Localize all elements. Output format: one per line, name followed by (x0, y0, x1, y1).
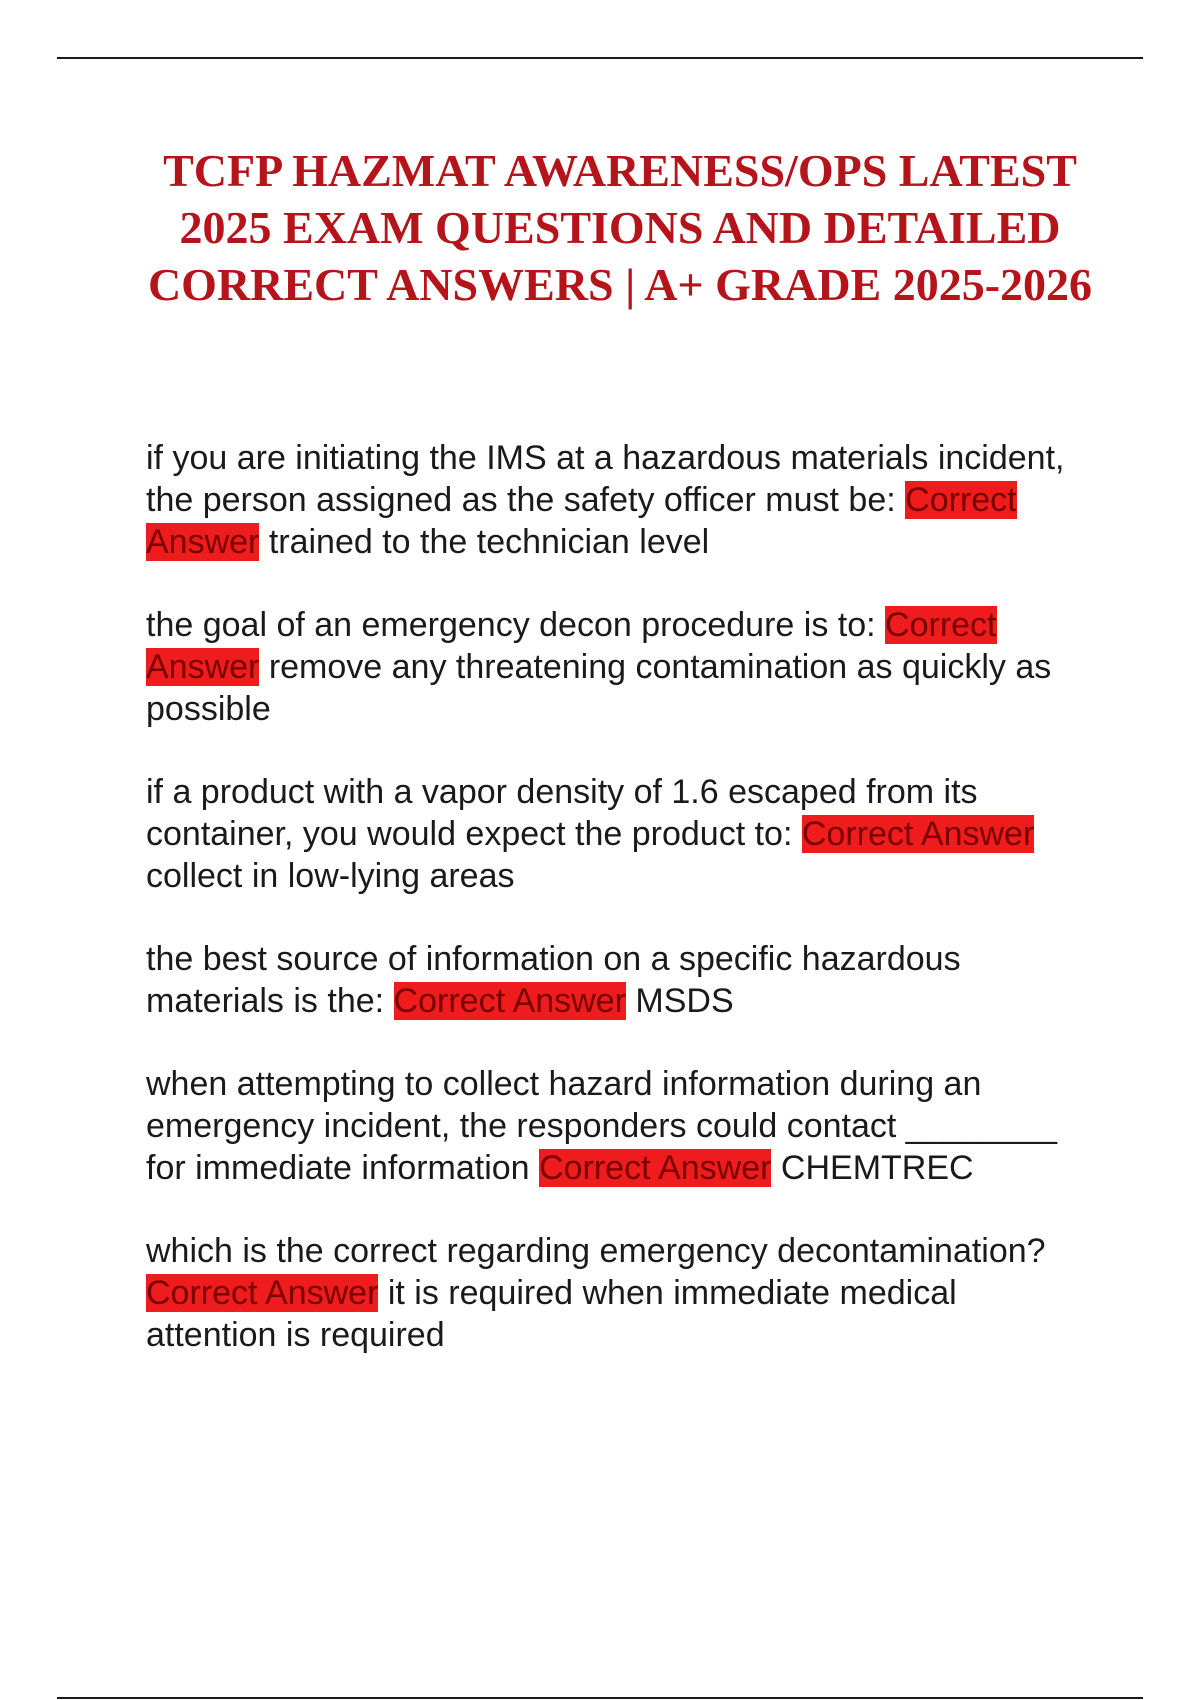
answer-text: CHEMTREC (780, 1149, 974, 1187)
top-rule (57, 57, 1143, 59)
question-text: the best source of information on a specific hazardous materials is the: (146, 940, 961, 1020)
answer-text: remove any threatening contamination as quickly as possible (146, 648, 1052, 728)
qa-item (146, 771, 1086, 897)
question-text: which is the correct regarding emergency decontamination? (146, 1232, 1046, 1270)
correct-answer-label: Correct Answer (146, 1274, 379, 1312)
correct-answer-label: Correct Answer (146, 606, 997, 686)
correct-answer-label: Correct Answer (393, 982, 626, 1020)
answer-text: MSDS (635, 982, 734, 1020)
question-text: the goal of an emergency decon procedure is to: (146, 606, 876, 644)
correct-answer-label: Correct Answer (146, 481, 1017, 561)
document-title: TCFP HAZMAT AWARENESS/OPS LATEST 2025 EXAM QUESTIONS AND DETAILED CORRECT ANSWERS | A+ GRADE 2025-2026 (147, 145, 1093, 310)
qa-item (146, 437, 1086, 563)
correct-answer-label: Correct Answer (539, 1149, 772, 1187)
answer-text: it is required when immediate medical attention is required (146, 1274, 957, 1354)
answer-text: trained to the technician level (268, 523, 710, 561)
qa-item (146, 938, 1086, 1022)
qa-list (146, 437, 1086, 1397)
qa-item (146, 1063, 1086, 1189)
question-text: when attempting to collect hazard information during an emergency incident, the responders could contact ________ for immediate information (146, 1065, 1058, 1187)
qa-item (146, 604, 1086, 730)
qa-item (146, 1230, 1086, 1356)
answer-text: collect in low-lying areas (146, 857, 515, 895)
correct-answer-label: Correct Answer (801, 815, 1035, 853)
bottom-rule (57, 1697, 1143, 1699)
question-text: if a product with a vapor density of 1.6 escaped from its container, you would expect the product to: (146, 773, 978, 853)
question-text: if you are initiating the IMS at a hazardous materials incident, the person assigned as the safety officer must be: (146, 439, 1065, 519)
